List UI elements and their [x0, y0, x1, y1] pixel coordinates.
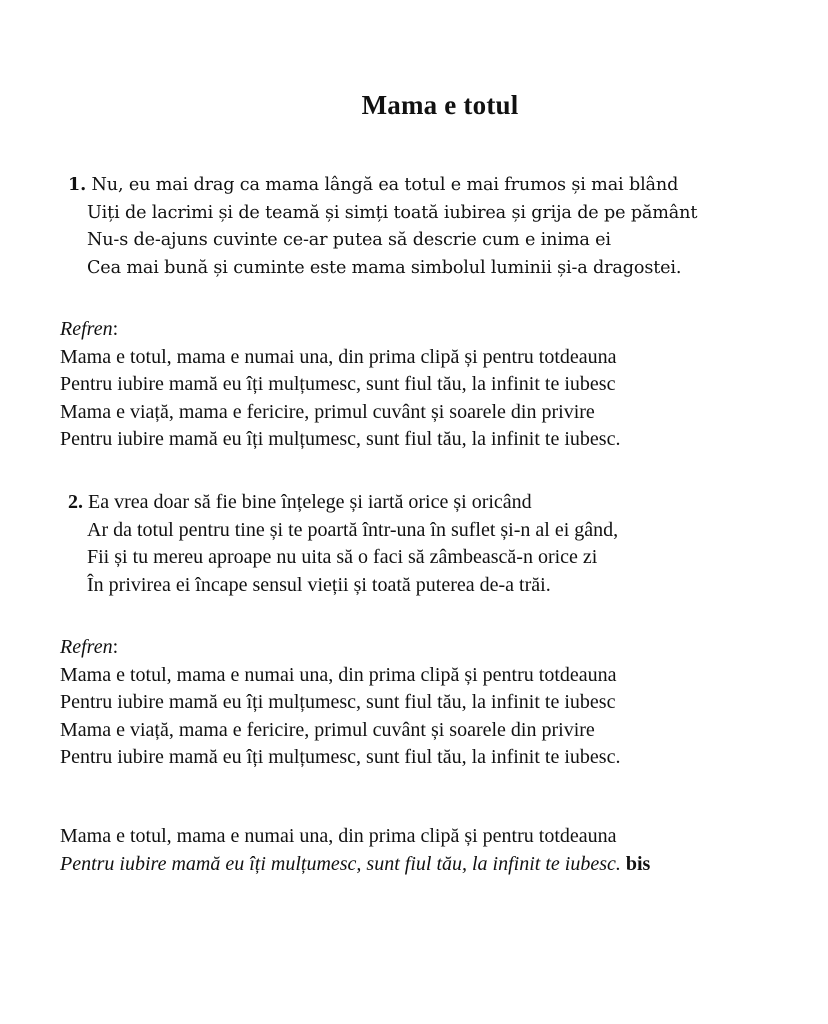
final-line-2-text: Pentru iubire mamă eu îți mulțumesc, sunt fiul tău, la infinit te iubesc.: [60, 852, 621, 875]
verse-line-text: Ea vrea doar să fie bine înțelege și iartă orice și oricând: [88, 491, 532, 513]
refren-line: Pentru iubire mamă eu îți mulțumesc, sunt fiul tău, la infinit te iubesc.: [60, 428, 621, 450]
song-title: Mama e totul: [361, 90, 519, 120]
refren-line: Mama e totul, mama e numai una, din prima clipă și pentru totdeauna: [60, 663, 617, 686]
verse-line: Fii și tu mereu aproape nu uita să o faci să zâmbească-n orice zi: [87, 546, 598, 568]
verse-line-text: Nu, eu mai drag ca mama lângă ea totul e mai frumos și mai blând: [91, 175, 679, 195]
refren-label: Refren: [60, 318, 113, 340]
verse-line: Cea mai bună și cuminte este mama simbolul luminii și-a dragostei.: [87, 257, 682, 278]
refren-label-line: [60, 634, 620, 662]
refren-1: [60, 316, 620, 454]
final-refren: [60, 823, 650, 878]
refren-label-line: [60, 316, 620, 344]
bis-marker: bis: [625, 852, 651, 875]
refren-2: [60, 634, 620, 772]
verse-line: În privirea ei încape sensul vieții și toată puterea de-a trăi.: [87, 573, 551, 596]
refren-line: Pentru iubire mamă eu îți mulțumesc, sunt fiul tău, la infinit te iubesc: [60, 373, 616, 395]
refren-line: Mama e viață, mama e fericire, primul cuvânt și soarele din privire: [60, 400, 595, 423]
final-line-1: Mama e totul, mama e numai una, din prima clipă și pentru totdeauna: [60, 825, 617, 847]
verse-line: Ar da totul pentru tine și te poartă într-una în suflet și-n al ei gând,: [87, 518, 619, 541]
verse-line: [68, 489, 618, 517]
refren-colon: :: [112, 318, 119, 340]
verse-2: [68, 489, 618, 599]
refren-line: Pentru iubire mamă eu îți mulțumesc, sunt fiul tău, la infinit te iubesc.: [60, 746, 621, 768]
verse-line: Nu-s de-ajuns cuvinte ce-ar putea să descrie cum e inima ei: [87, 230, 611, 250]
verse-number: 2.: [68, 491, 83, 513]
refren-line: Mama e viață, mama e fericire, primul cuvânt și soarele din privire: [60, 718, 595, 741]
refren-colon: :: [112, 636, 119, 658]
verse-number: 1.: [68, 174, 87, 195]
refren-line: Pentru iubire mamă eu îți mulțumesc, sunt fiul tău, la infinit te iubesc: [60, 691, 616, 713]
verse-line: [68, 171, 697, 200]
refren-line: Mama e totul, mama e numai una, din prima clipă și pentru totdeauna: [60, 345, 617, 368]
verse-1: [68, 171, 697, 282]
final-line-2: [60, 851, 650, 879]
refren-label: Refren: [60, 636, 113, 658]
verse-line: Uiți de lacrimi și de teamă și simți toată iubirea și grija de pe pământ: [87, 202, 698, 223]
